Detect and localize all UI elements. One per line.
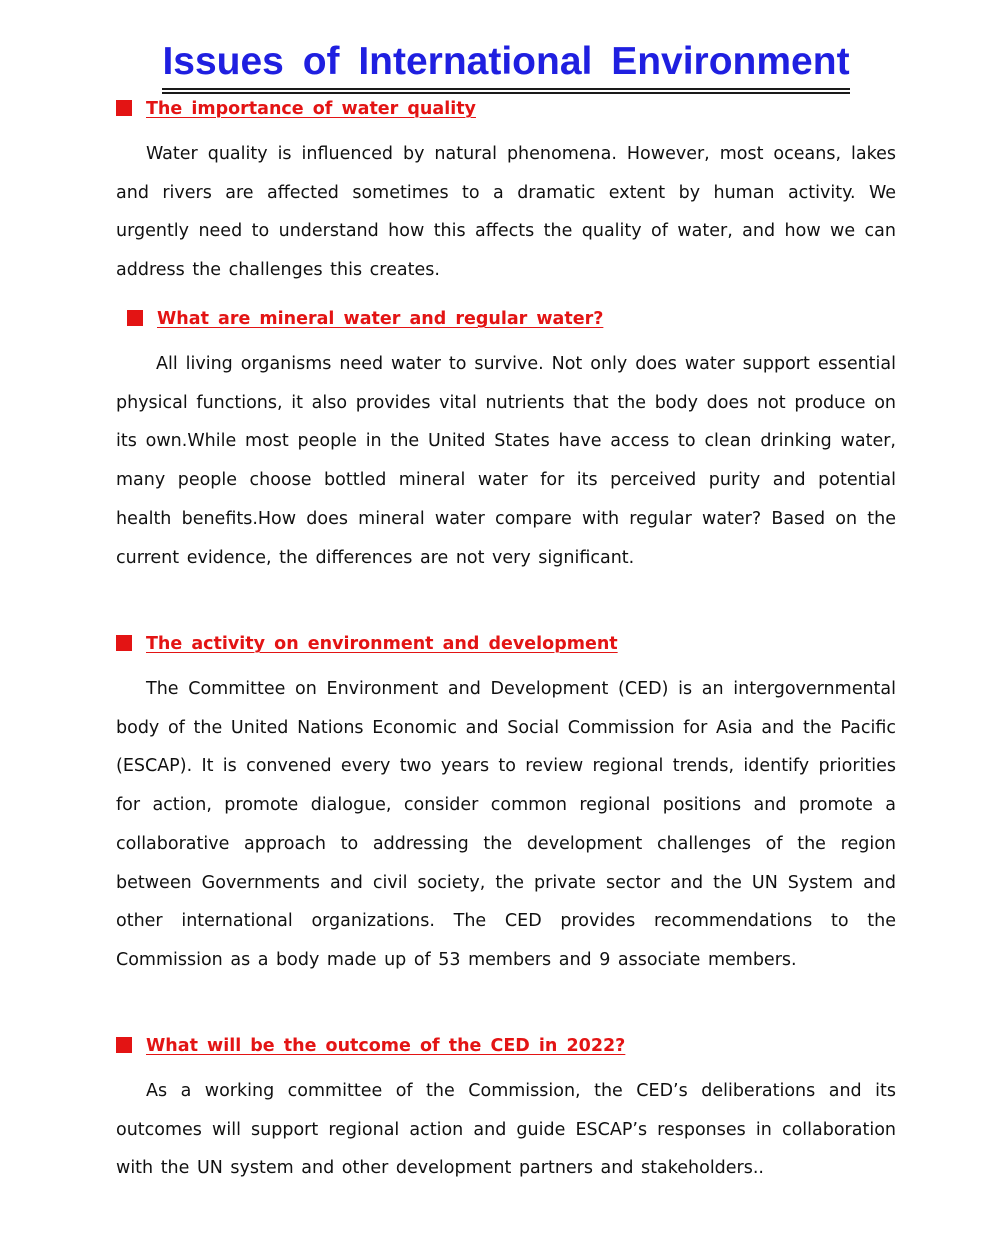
section-heading: What will be the outcome of the CED in 2022? (146, 1036, 626, 1056)
section-body: The Committee on Environment and Development (CED) is an intergovernmental body of the United Nations Economic and Social Commission for Asia and the Pacific (ESCAP). It is convened every two years to review regional trends, identify priorities for action, promote dialogue, consider common regional positions and promote a collaborative approach to addressing the development challenges of the region between Governments and civil society, the private sector and the UN System and other international organizations. The CED provides recommendations to the Commission as a body made up of 53 members and 9 associate members. (116, 679, 896, 970)
section-body: Water quality is influenced by natural phenomena. However, most oceans, lakes and rivers are affected sometimes to a dramatic extent by human activity. We urgently need to understand how this affects the quality of water, and how we can address the challenges this creates. (116, 144, 896, 281)
section-heading-row (116, 1034, 896, 1058)
page-title: Issues of International Environment (162, 38, 849, 94)
section-heading: What are mineral water and regular water? (157, 309, 604, 329)
section-heading-row (116, 632, 896, 656)
section-water-quality (116, 97, 896, 290)
section-heading-row (116, 97, 896, 121)
section-environment-development (116, 632, 896, 980)
section-heading: The activity on environment and development (146, 634, 618, 654)
red-square-icon (116, 1037, 132, 1053)
red-square-icon (116, 100, 132, 116)
section-ced-outcome (116, 1034, 896, 1188)
section-body: As a working committee of the Commission, the CED’s deliberations and its outcomes will support regional action and guide ESCAP’s responses in collaboration with the UN system and other development partners and stakeholders.. (116, 1081, 896, 1179)
section-heading: The importance of water quality (146, 99, 476, 119)
section-body: All living organisms need water to survive. Not only does water support essential physical functions, it also provides vital nutrients that the body does not produce on its own.While most people in the United States have access to clean drinking water, many people choose bottled mineral water for its perceived purity and potential health benefits.How does mineral water compare with regular water? Based on the current evidence, the differences are not very significant. (116, 354, 896, 568)
red-square-icon (116, 635, 132, 651)
section-heading-row (116, 307, 896, 331)
section-mineral-water (116, 307, 896, 577)
red-square-icon (127, 310, 143, 326)
